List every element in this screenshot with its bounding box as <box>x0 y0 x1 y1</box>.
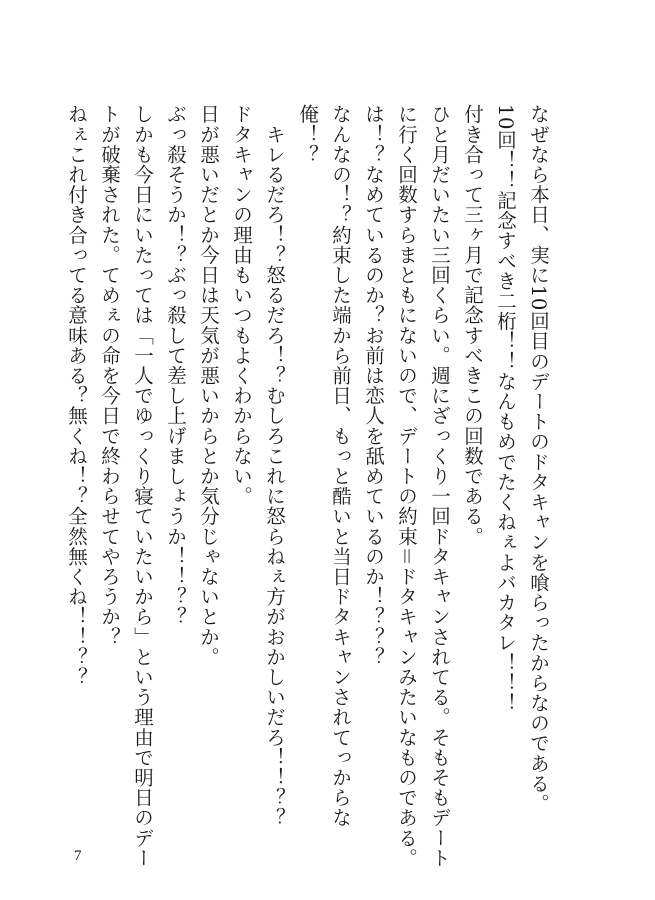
text-line: なんなの！？約束した端から前日、もっと酷いと当日ドタキャンされてっからな <box>329 104 352 828</box>
text-line: に行く回数すらまともにないので、デートの約束＝ドタキャンみたいなものである。 <box>395 104 418 868</box>
text-line: 日が悪いだとか今日は天気が悪いからとか気分じゃないとか。 <box>197 104 220 667</box>
vertical-text-body <box>60 104 555 868</box>
text-line: 俺！？ <box>296 104 319 165</box>
text-line: ねぇこれ付き合ってる意味ある？無くね！？全然無くね！！？？ <box>65 104 88 687</box>
text-line: しかも今日にいたっては「一人でゆっくり寝ていたいから」という理由で明日のデー <box>131 104 154 868</box>
text-line: は！？なめているのか？お前は恋人を舐めているのか！？？？ <box>362 104 385 667</box>
text-line: ぶっ殺そうか！？ぶっ殺して差し上げましょうか！！？？ <box>164 104 187 627</box>
text-line: トが破棄された。てめぇの命を今日で終わらせてやろうか？ <box>98 104 121 647</box>
text-line: 付き合って三ヶ月で記念すべきこの回数である。 <box>461 104 484 547</box>
text-line: ひと月だいたい三回くらい。週にざっくり一回ドタキャンされてる。そもそもデート <box>428 104 451 868</box>
text-line: なぜなら本日、実に10回目のデートのドタキャンを喰らったからなのである。 <box>527 104 550 814</box>
page-number: 7 <box>74 848 82 864</box>
text-line: キレるだろ！？怒るだろ！？むしろこれに怒らねぇ方がおかしいだろ！！？？ <box>263 104 286 828</box>
text-line: ドタキャンの理由もいつもよくわからない。 <box>230 104 253 506</box>
text-line: 10回！！記念すべき二桁！！なんもめでたくねぇよバカタレ！！！ <box>494 104 517 713</box>
